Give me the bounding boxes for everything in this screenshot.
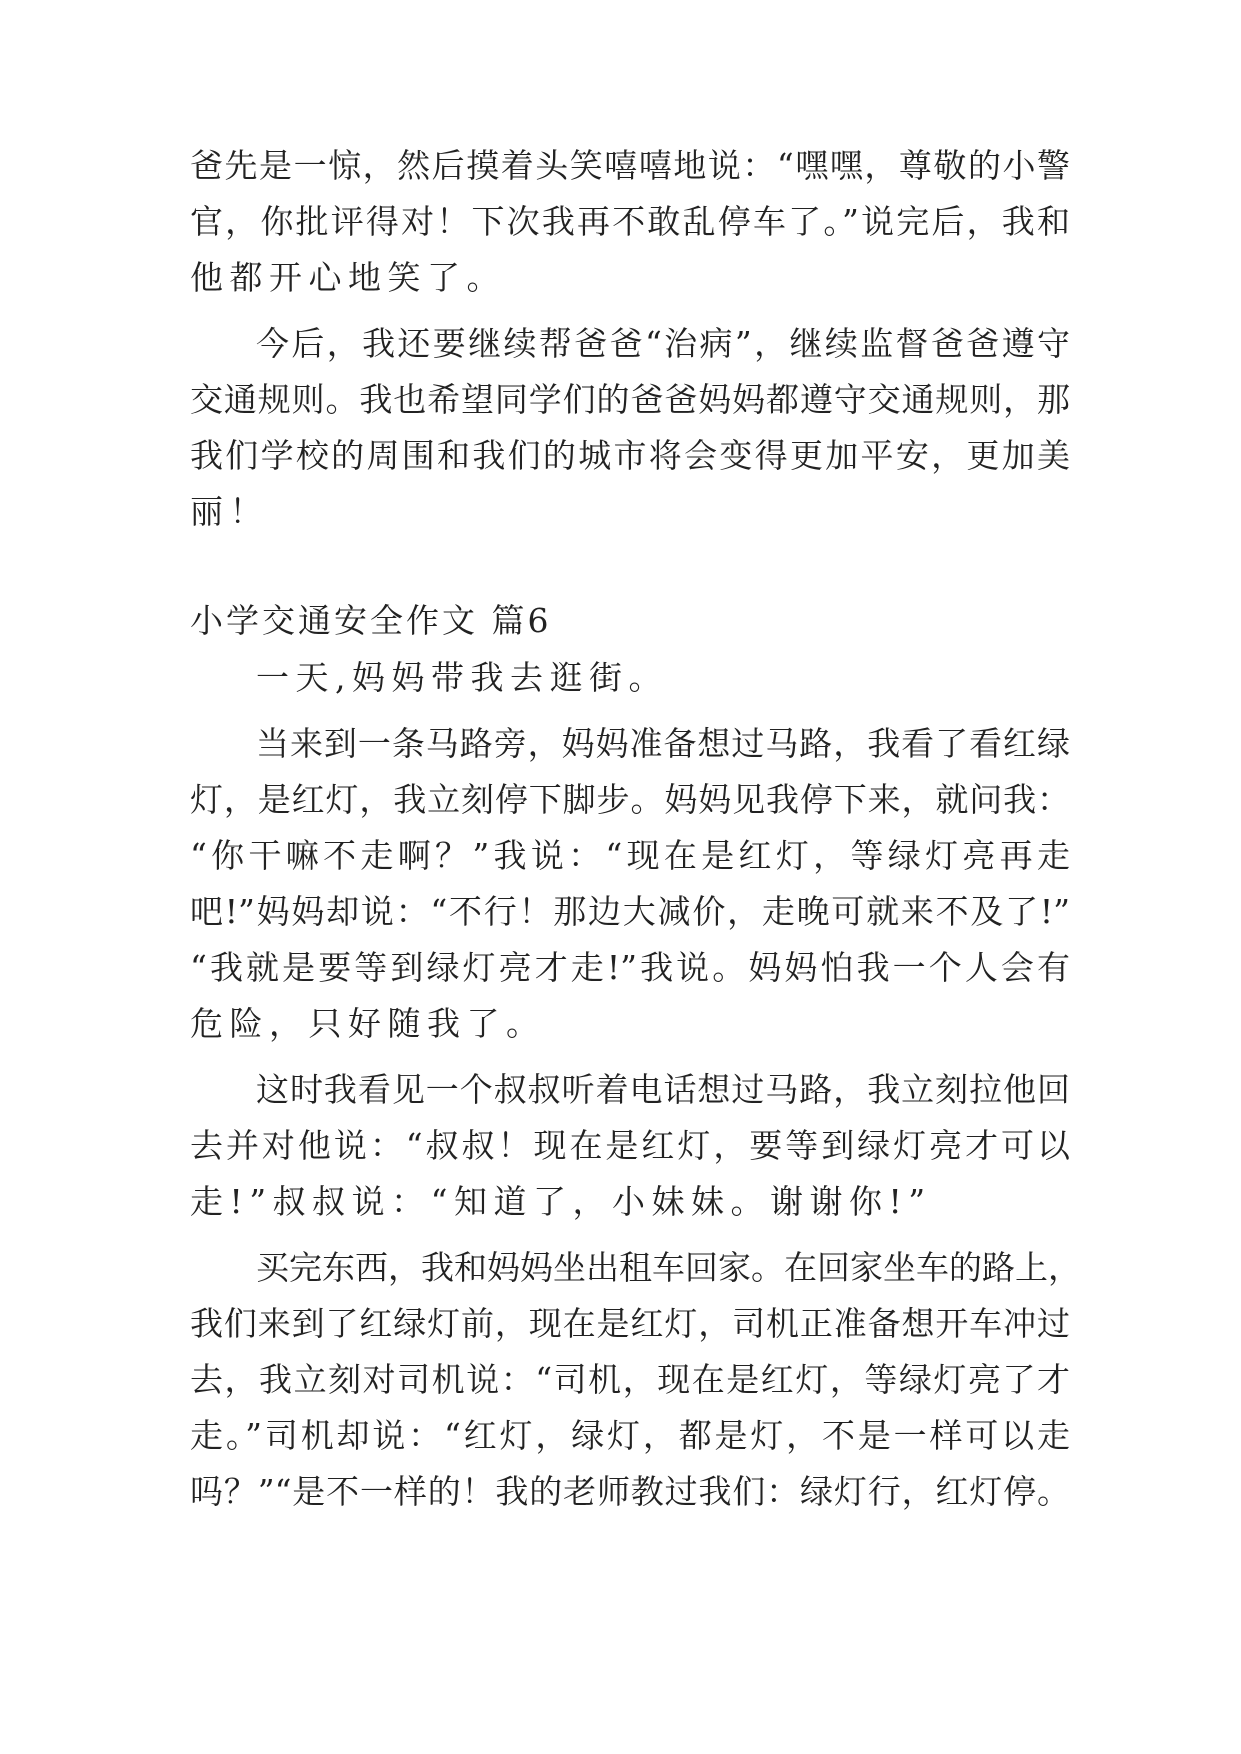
section-heading: 小学交通安全作文 篇6 [190,601,552,640]
text-line: 爸先是一惊，然后摸着头笑嘻嘻地说：“嘿嘿，尊敬的小警 [190,146,1070,185]
text-line: 当来到一条马路旁，妈妈准备想过马路，我看了看红绿 [256,724,1070,763]
text-line: 灯，是红灯，我立刻停下脚步。妈妈见我停下来，就问我： [190,780,1070,819]
text-line: 这时我看见一个叔叔听着电话想过马路，我立刻拉他回 [256,1070,1070,1109]
text-line: 官，你批评得对！下次我再不敢乱停车了。”说完后，我和 [190,202,1070,241]
text-line: “我就是要等到绿灯亮才走!”我说。妈妈怕我一个人会有 [190,948,1070,987]
text-line: 一天,妈妈带我去逛街。 [256,658,668,697]
text-line: 吗？”“是不一样的！我的老师教过我们：绿灯行，红灯停。 [190,1472,1070,1511]
text-line: 丽！ [190,492,269,531]
text-line: 交通规则。我也希望同学们的爸爸妈妈都遵守交通规则，那 [190,380,1070,419]
text-line: “你干嘛不走啊？”我说：“现在是红灯，等绿灯亮再走 [190,836,1070,875]
text-line: 去并对他说：“叔叔！现在是红灯，要等到绿灯亮才可以 [190,1126,1070,1165]
text-line: 他都开心地笑了。 [190,258,506,297]
text-line: 危险，只好随我了。 [190,1004,546,1043]
text-line: 吧!”妈妈却说：“不行！那边大减价，走晚可就来不及了!” [190,892,1070,931]
text-line: 去，我立刻对司机说：“司机，现在是红灯，等绿灯亮了才 [190,1360,1070,1399]
text-line: 走!”叔叔说：“知道了，小妹妹。谢谢你!” [190,1182,932,1221]
text-line: 我们来到了红绿灯前，现在是红灯，司机正准备想开车冲过 [190,1304,1070,1343]
text-line: 我们学校的周围和我们的城市将会变得更加平安，更加美 [190,436,1070,475]
text-line: 今后，我还要继续帮爸爸“治病”，继续监督爸爸遵守 [256,324,1070,363]
text-line: 买完东西，我和妈妈坐出租车回家。在回家坐车的路上， [256,1248,1081,1287]
text-line: 走。”司机却说：“红灯，绿灯，都是灯，不是一样可以走 [190,1416,1070,1455]
